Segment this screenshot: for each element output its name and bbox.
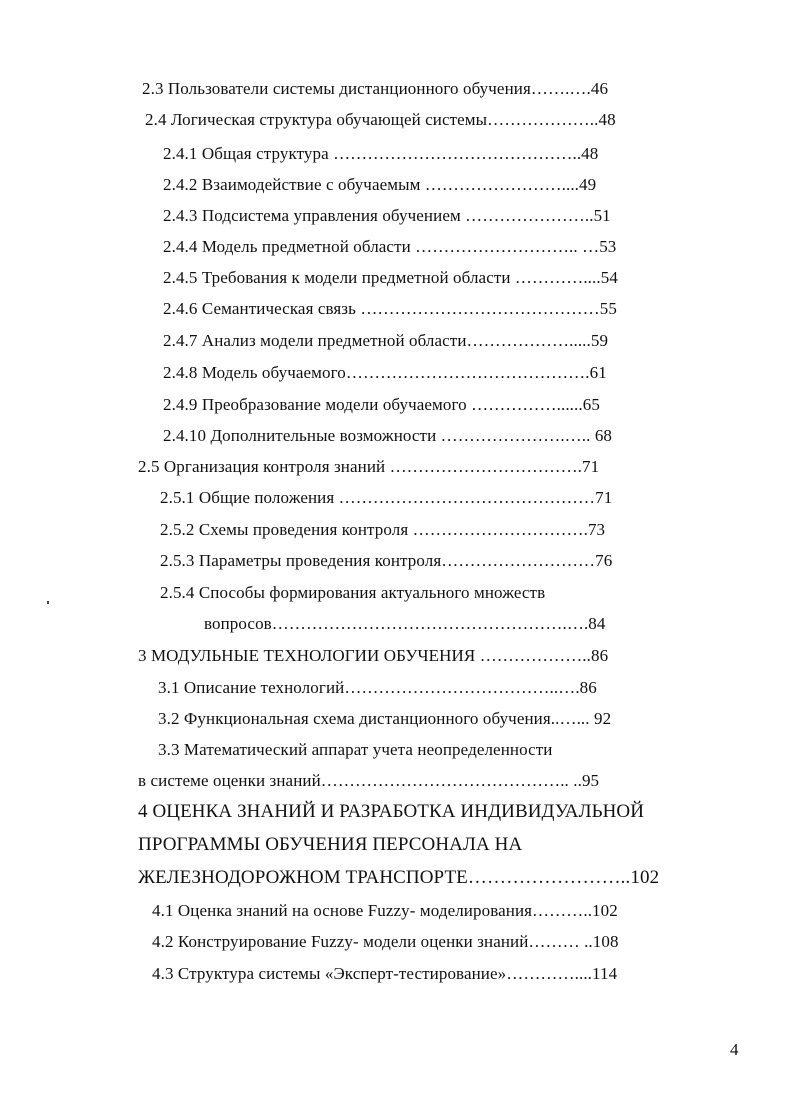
toc-entry: 3.3 Математический аппарат учета неопределенности (158, 740, 553, 759)
toc-entry: 2.5.4 Способы формирования актуального множеств (160, 583, 546, 602)
page-number: 4 (730, 1040, 739, 1059)
toc-entry: в системе оценки знаний…………………………………….. ..95 (138, 771, 600, 790)
toc-entry: 2.5.3 Параметры проведения контроля………………………76 (160, 551, 613, 570)
toc-entry: 2.4.3 Подсистема управления обучением …………………..51 (163, 206, 611, 225)
toc-entry: 3.1 Описание технологий………………………………..….86 (158, 678, 597, 697)
toc-entry: 2.5.2 Схемы проведения контроля ………………………….73 (160, 520, 606, 539)
toc-entry: 2.5 Организация контроля знаний …………………………….71 (138, 457, 600, 476)
toc-entry: 2.4.6 Семантическая связь ……………………………………55 (163, 299, 617, 318)
toc-entry: 2.4.2 Взаимодействие с обучаемым ……………………....49 (163, 175, 597, 194)
toc-entry: 2.5.1 Общие положения ………………………………………71 (160, 488, 613, 507)
toc-entry: 2.4.4 Модель предметной области ……………………….. …53 (163, 237, 617, 256)
toc-entry: 2.3 Пользователи системы дистанционного обучения…….….46 (142, 79, 609, 98)
toc-entry: 4 ОЦЕНКА ЗНАНИЙ И РАЗРАБОТКА ИНДИВИДУАЛЬНОЙ (138, 801, 645, 822)
toc-entry: 3.2 Функциональная схема дистанционного обучения..…... 92 (158, 709, 612, 728)
toc-entry: ЖЕЛЕЗНОДОРОЖНОМ ТРАНСПОРТЕ……………………..102 (138, 867, 660, 888)
toc-entry: 2.4.10 Дополнительные возможности ………………….….. 68 (163, 426, 613, 445)
toc-entry: 2.4.5 Требования к модели предметной области …………....54 (163, 268, 618, 287)
toc-entry: 4.2 Конструирование Fuzzy- модели оценки знаний……… ..108 (152, 932, 619, 951)
toc-entry: 2.4 Логическая структура обучающей системы………………..48 (145, 110, 616, 129)
toc-entry: 2.4.1 Общая структура ……………………………………..48 (163, 144, 599, 163)
toc-entry: 3 МОДУЛЬНЫЕ ТЕХНОЛОГИИ ОБУЧЕНИЯ ………………..86 (138, 646, 609, 665)
toc-entry: 2.4.9 Преобразование модели обучаемого ……………......65 (163, 395, 600, 414)
toc-entry: 4.1 Оценка знаний на основе Fuzzy- моделирования………..102 (152, 901, 618, 920)
toc-entry: вопросов…………………………………………….….84 (204, 614, 606, 633)
toc-entry: 2.4.8 Модель обучаемого…………………………………….61 (163, 363, 607, 382)
toc-entry: ПРОГРАММЫ ОБУЧЕНИЯ ПЕРСОНАЛА НА (138, 834, 523, 855)
scan-speck (47, 601, 49, 604)
toc-entry: 4.3 Структура системы «Эксперт-тестирование»…………....114 (152, 964, 618, 983)
toc-entry: 2.4.7 Анализ модели предметной области……………….....59 (163, 331, 609, 350)
